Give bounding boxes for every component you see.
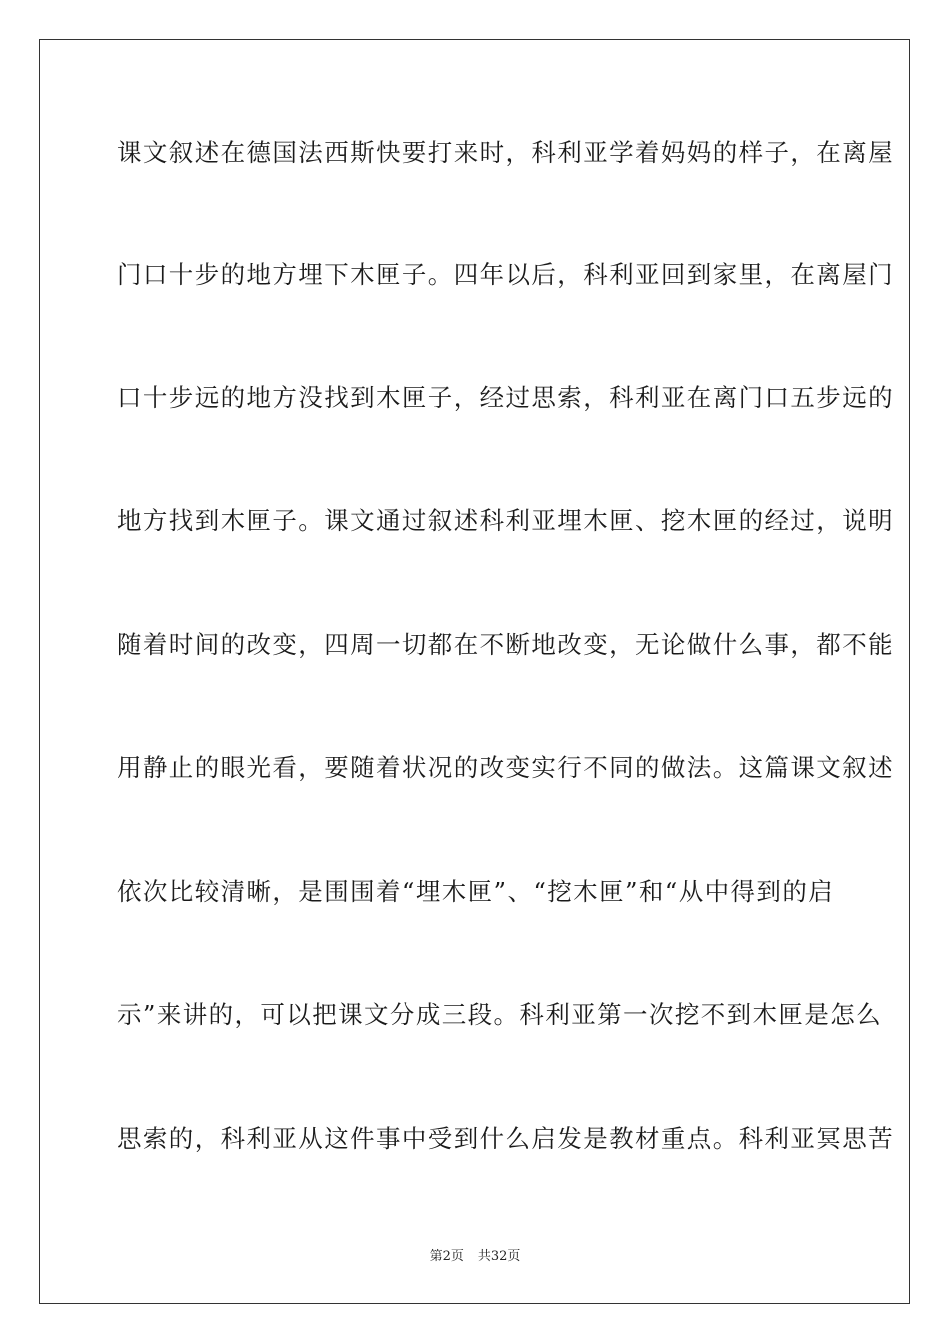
body-text-line: 思索的，科利亚从这件事中受到什么启发是教材重点。科利亚冥思苦 (117, 1124, 894, 1153)
body-text-line: 地方找到木匣子。课文通过叙述科利亚埋木匣、挖木匣的经过，说明 (117, 506, 894, 535)
page-footer (0, 1248, 950, 1266)
page-number: 第2页 (429, 1249, 464, 1264)
body-text-line: 口十步远的地方没找到木匣子，经过思索，科利亚在离门口五步远的 (117, 383, 894, 412)
body-text-line: 示”来讲的，可以把课文分成三段。科利亚第一次挖不到木匣是怎么 (117, 1000, 883, 1029)
body-text-line: 课文叙述在德国法西斯快要打来时，科利亚学着妈妈的样子，在离屋 (117, 138, 894, 167)
body-text-line: 用静止的眼光看，要随着状况的改变实行不同的做法。这篇课文叙述 (117, 753, 894, 782)
body-text-line: 随着时间的改变，四周一切都在不断地改变，无论做什么事，都不能 (117, 630, 894, 659)
page-border (39, 39, 910, 1304)
body-text-line: 门口十步的地方埋下木匣子。四年以后，科利亚回到家里，在离屋门 (117, 260, 894, 289)
body-text-line: 依次比较清晰，是围围着“埋木匣”、“挖木匣”和“从中得到的启 (117, 877, 835, 906)
page-total: 共32页 (477, 1249, 521, 1264)
